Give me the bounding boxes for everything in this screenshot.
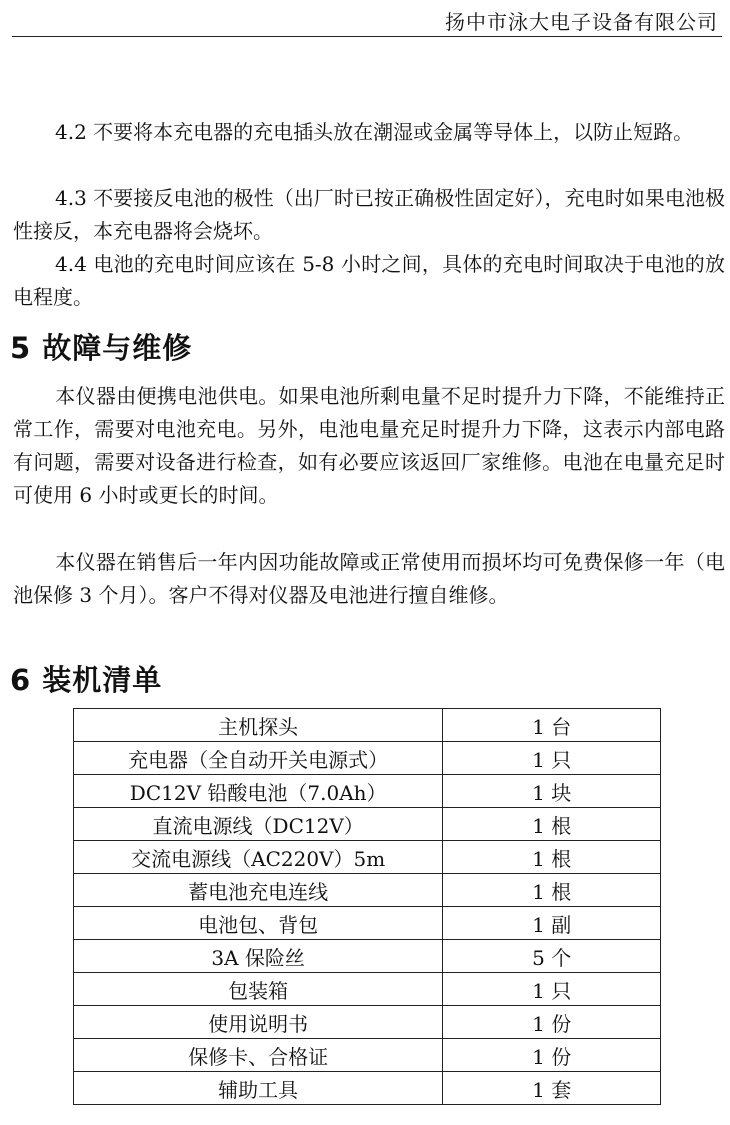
table-row (74, 1039, 661, 1072)
table-row (74, 874, 661, 907)
item-name: 蓄电池充电连线 (74, 874, 443, 907)
table-row (74, 940, 661, 973)
item-quantity: 1 套 (443, 1072, 661, 1105)
table-row (74, 775, 661, 808)
item-name: 主机探头 (74, 709, 443, 742)
table-row (74, 973, 661, 1006)
item-name: 包装箱 (74, 973, 443, 1006)
item-name: 充电器（全自动开关电源式） (74, 742, 443, 775)
paragraph-4-3 (13, 182, 725, 248)
paragraph-4-4 (13, 248, 725, 314)
item-name: 保修卡、合格证 (74, 1039, 443, 1072)
item-name: 辅助工具 (74, 1072, 443, 1105)
page-header (12, 0, 722, 37)
item-name: 电池包、背包 (74, 907, 443, 940)
packing-list-table (73, 708, 661, 1105)
item-quantity: 1 副 (443, 907, 661, 940)
item-quantity: 1 台 (443, 709, 661, 742)
item-quantity: 1 只 (443, 973, 661, 1006)
item-quantity: 1 根 (443, 808, 661, 841)
item-quantity: 1 份 (443, 1039, 661, 1072)
item-name: 交流电源线（AC220V）5m (74, 841, 443, 874)
section-5-title: 5 故障与维修 (10, 331, 193, 365)
table-row (74, 742, 661, 775)
item-quantity: 1 份 (443, 1006, 661, 1039)
item-quantity: 1 根 (443, 841, 661, 874)
section-5-paragraph-2 (13, 546, 725, 612)
table-row (74, 907, 661, 940)
section-6-title: 6 装机清单 (10, 663, 163, 697)
table-row (74, 841, 661, 874)
section-5-paragraph-1 (13, 380, 725, 512)
item-quantity: 1 只 (443, 742, 661, 775)
paragraph-text: 本仪器在销售后一年内因功能故障或正常使用而损坏均可免费保修一年（电池保修 3 个月）。客户不得对仪器及电池进行擅自维修。 (13, 550, 725, 607)
paragraph-4-2 (13, 116, 725, 149)
item-name: DC12V 铅酸电池（7.0Ah） (74, 775, 443, 808)
paragraph-text: 4.3 不要接反电池的极性（出厂时已按正确极性固定好），充电时如果电池极性接反，本充电器将会烧坏。 (13, 186, 725, 243)
table-row (74, 1006, 661, 1039)
item-quantity: 1 块 (443, 775, 661, 808)
company-name: 扬中市泳大电子设备有限公司 (445, 10, 718, 34)
table-row (74, 808, 661, 841)
item-quantity: 5 个 (443, 940, 661, 973)
paragraph-text: 本仪器由便携电池供电。如果电池所剩电量不足时提升力下降，不能维持正常工作，需要对电池充电。另外，电池电量充足时提升力下降，这表示内部电路有问题，需要对设备进行检查，如有必要应该返回厂家维修。电池在电量充足时可使用 6 小时或更长的时间。 (13, 384, 725, 507)
paragraph-text: 4.2 不要将本充电器的充电插头放在潮湿或金属等导体上，以防止短路。 (55, 120, 694, 144)
table-row (74, 1072, 661, 1105)
item-name: 直流电源线（DC12V） (74, 808, 443, 841)
paragraph-text: 4.4 电池的充电时间应该在 5-8 小时之间，具体的充电时间取决于电池的放电程度。 (13, 252, 725, 309)
item-quantity: 1 根 (443, 874, 661, 907)
item-name: 使用说明书 (74, 1006, 443, 1039)
item-name: 3A 保险丝 (74, 940, 443, 973)
table-row (74, 709, 661, 742)
